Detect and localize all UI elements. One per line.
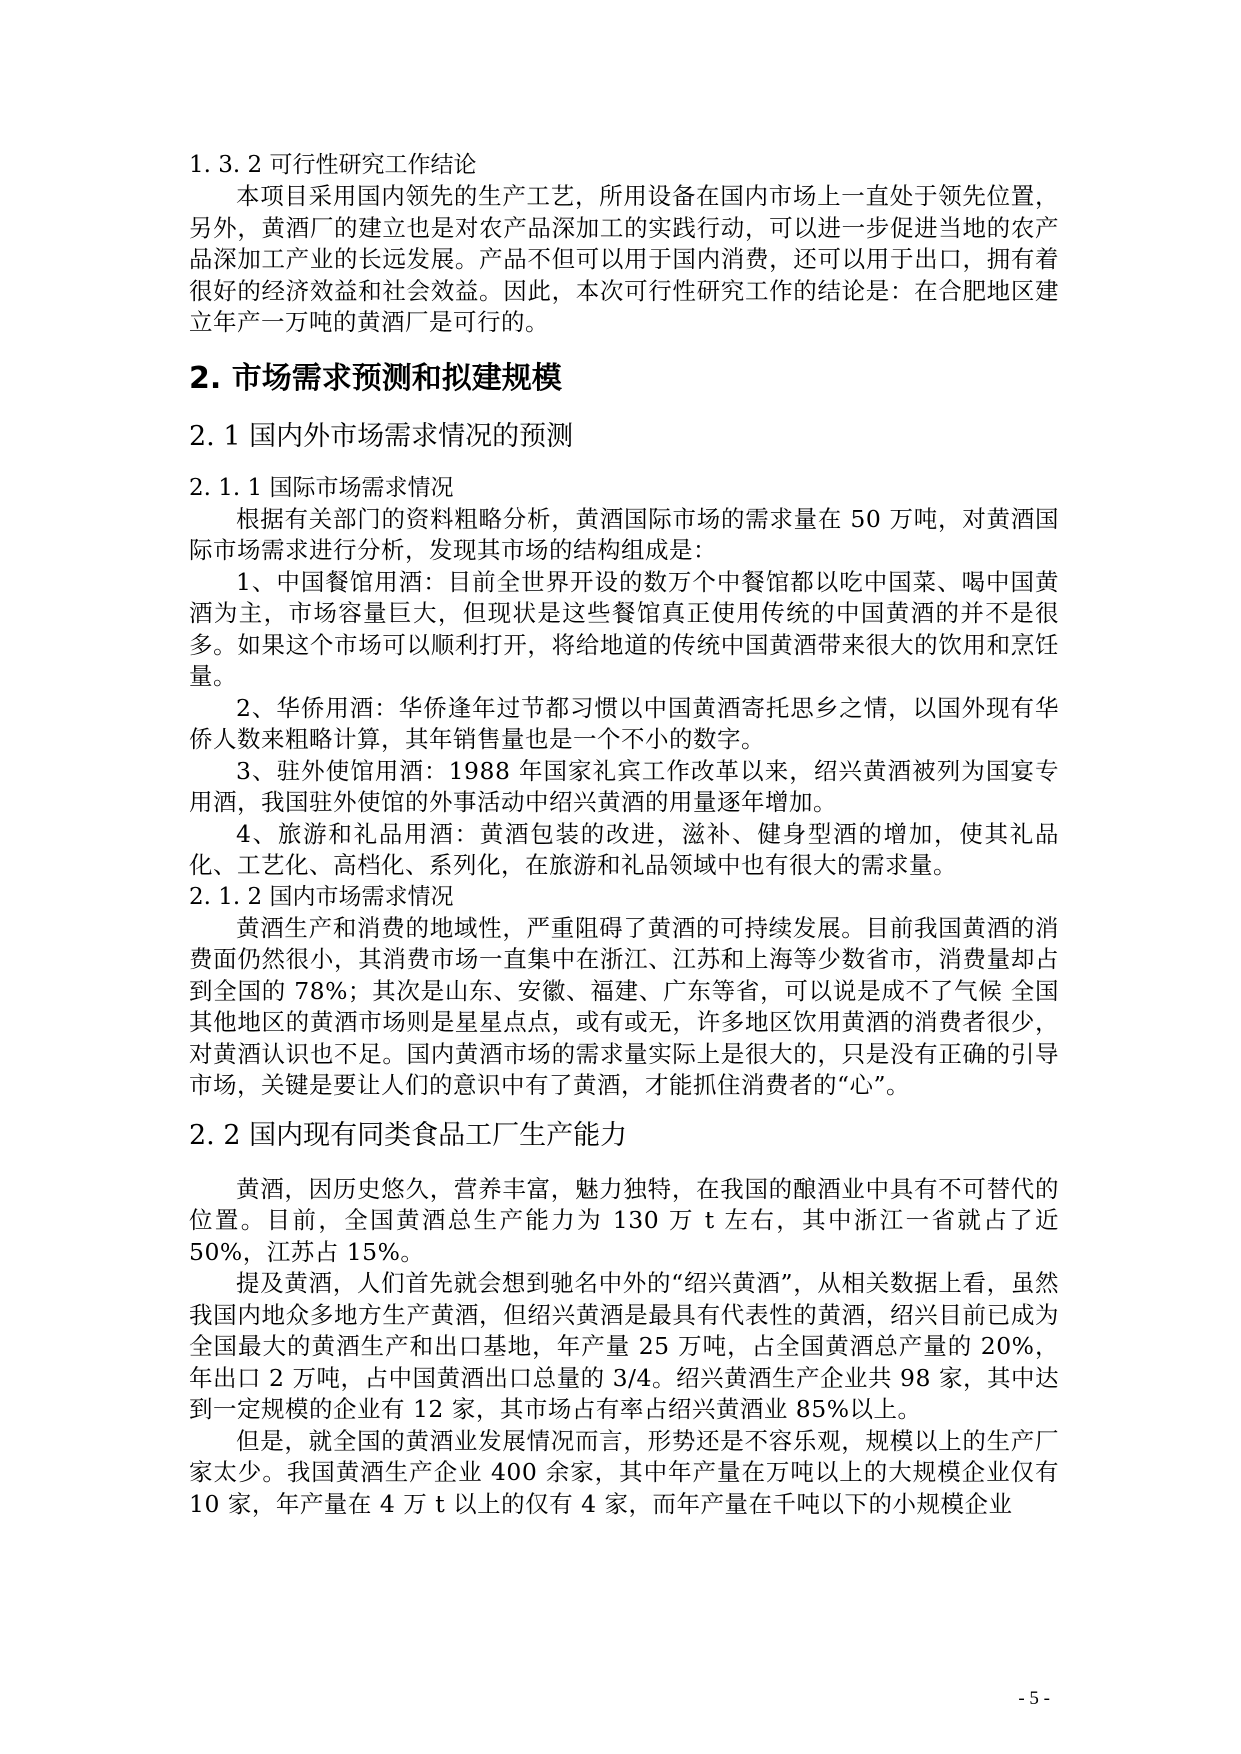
paragraph: 但是，就全国的黄酒业发展情况而言，形势还是不容乐观，规模以上的生产厂家太少。我国黄酒生产企业 400 余家，其中年产量在万吨以上的大规模企业仅有 10 家，年产量在 4 万 t 以上的仅有 4 家，而年产量在千吨以下的小规模企业 <box>189 1426 1059 1518</box>
section-heading-2-1-2: 2. 1. 2 国内市场需求情况 <box>189 883 454 910</box>
paragraph: 黄酒生产和消费的地域性，严重阻碍了黄酒的可持续发展。目前我国黄酒的消费面仍然很小，其消费市场一直集中在浙江、江苏和上海等少数省市，消费量却占到全国的 78%；其次是山东、安徽、福建、广东等省，可以说是成不了气候 全国其他地区的黄酒市场则是星星点点，或有或无，许多地区饮用黄酒的消费者很少，对黄酒认识也不足。国内黄酒市场的需求量实际上是很大的，只是没有正确的引导市场，关键是要让人们的意识中有了黄酒，才能抓住消费者的“心”。 <box>189 913 1059 1099</box>
page-content <box>189 150 1059 1520</box>
section-heading-2-1: 2. 1 国内外市场需求情况的预测 <box>189 420 574 452</box>
paragraph: 4、旅游和礼品用酒：黄酒包装的改进，滋补、健身型酒的增加，使其礼品化、工艺化、高档化、系列化，在旅游和礼品领域中也有很大的需求量。 <box>189 819 1059 879</box>
section-heading-2-2: 2. 2 国内现有同类食品工厂生产能力 <box>189 1119 628 1151</box>
paragraph: 1、中国餐馆用酒：目前全世界开设的数万个中餐馆都以吃中国菜、喝中国黄酒为主，市场容量巨大，但现状是这些餐馆真正使用传统的中国黄酒的并不是很多。如果这个市场可以顺利打开，将给地道的传统中国黄酒带来很大的饮用和烹饪量。 <box>189 567 1059 690</box>
paragraph: 3、驻外使馆用酒：1988 年国家礼宾工作改革以来，绍兴黄酒被列为国宴专用酒，我国驻外使馆的外事活动中绍兴黄酒的用量逐年增加。 <box>189 756 1059 816</box>
paragraph: 2、华侨用酒：华侨逢年过节都习惯以中国黄酒寄托思乡之情，以国外现有华侨人数来粗略计算，其年销售量也是一个不小的数字。 <box>189 693 1059 753</box>
paragraph: 提及黄酒，人们首先就会想到驰名中外的“绍兴黄酒”，从相关数据上看，虽然我国内地众多地方生产黄酒，但绍兴黄酒是最具有代表性的黄酒，绍兴目前已成为全国最大的黄酒生产和出口基地，年产量 25 万吨，占全国黄酒总产量的 20%，年出口 2 万吨，占中国黄酒出口总量的 3/4。绍兴黄酒生产企业共 98 家，其中达到一定规模的企业有 12 家，其市场占有率占绍兴黄酒业 85%以上。 <box>189 1269 1059 1423</box>
section-heading-1-3-2: 1. 3. 2 可行性研究工作结论 <box>189 152 477 178</box>
section-heading-2-1-1: 2. 1. 1 国际市场需求情况 <box>189 474 454 501</box>
paragraph: 根据有关部门的资料粗略分析，黄酒国际市场的需求量在 50 万吨，对黄酒国际市场需求进行分析，发现其市场的结构组成是： <box>189 504 1059 564</box>
chapter-title: 2. 市场需求预测和拟建规模 <box>189 360 562 396</box>
paragraph: 本项目采用国内领先的生产工艺，所用设备在国内市场上一直处于领先位置，另外，黄酒厂的建立也是对农产品深加工的实践行动，可以进一步促进当地的农产品深加工产业的长远发展。产品不但可以用于国内消费，还可以用于出口，拥有着很好的经济效益和社会效益。因此，本次可行性研究工作的结论是：在合肥地区建立年产一万吨的黄酒厂是可行的。 <box>189 182 1059 336</box>
paragraph: 黄酒，因历史悠久，营养丰富，魅力独特，在我国的酿酒业中具有不可替代的位置。目前，全国黄酒总生产能力为 130 万 t 左右，其中浙江一省就占了近 50%，江苏占 15%。 <box>189 1174 1059 1266</box>
page-number: - 5 - <box>1018 1688 1050 1709</box>
